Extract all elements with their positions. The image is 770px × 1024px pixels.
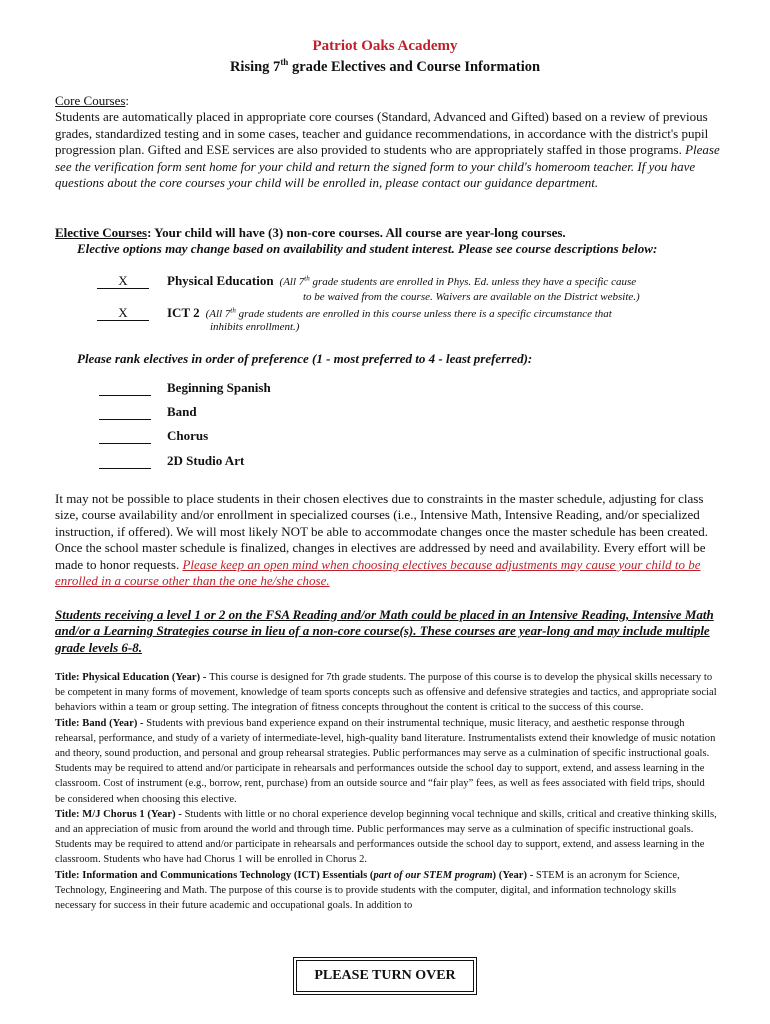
ict-course: ICT 2 (All 7th grade students are enrolled in this course unless there is a specific circumstance that bbox=[167, 305, 612, 320]
option-band: Band bbox=[167, 404, 197, 419]
placement-paragraph: It may not be possible to place students in their chosen electives due to constraints in the master schedule, adjusting for class size, course availability and/or enrollment in specialized courses (i.e., Intensive Math, Intensive Reading, and/or specialized instruction, if offered). We will most likely NOT be able to accommodate changes once the master schedule has been created. Once the school master schedule is finalized, changes in electives are addressed by need and availability. Every effort will be made to honor requests. Please keep an open mind when choosing electives because adjustments may cause your child to be enrolled in a course other than the one he/she chose. bbox=[55, 491, 709, 589]
description-physical-education: Title: Physical Education (Year) - This course is designed for 7th grade students. The purpose of this course is to develop the physical skills necessary to be competent in many forms of movement, knowledge of team sports concepts such as offensive and defensive strategies and tactics, and appropriate social behaviors within a team or group setting. The integration of fitness concepts throughout the content is critical to the success of this course. bbox=[55, 672, 717, 714]
core-courses-body: Students are automatically placed in appropriate core courses (Standard, Advanced and Gifted) based on a review of previous grades, standardized testing and in some cases, teacher and guidance recommendations, in accordance with the district's pupil progression plan. Gifted and ESE services are also provided to students who are appropriately staffed in those programs. bbox=[55, 109, 709, 158]
description-ict: Title: Information and Communications Technology (ICT) Essentials (part of our STEM program) (Year) - STEM is an acronym for Science, Technology, Engineering and Math. The purpose of this course is to provide students with the computer, digital, and information technology skills necessary for success in their future academic and occupational goals. In addition to bbox=[55, 869, 680, 912]
description-band: Title: Band (Year) - Students with previous band experience expand on their instrumental technique, music literacy, and aesthetic response through rehearsal, performance, and study of a variety of intermediate-level, high-quality band literature. Instrumentalists extend their knowledge of music notation and theory, sound production, and personal and group rehearsal strategies. Public performances may serve as a culmination of specific instructional goals. Students may be required to attend and/or participate in rehearsals and performances outside the school day to support, extend, and assess learning in the classroom. Cost of instrument (e.g., borrow, rent, purchase) from an outside source and “fair play” fees, as well as fees associated with field trips, should be considered when choosing this elective. bbox=[55, 717, 716, 805]
ict-note-line2: inhibits enrollment.) bbox=[210, 321, 300, 333]
core-courses-heading: Core Courses bbox=[55, 93, 126, 108]
pe-course: Physical Education (All 7th grade students are enrolled in Phys. Ed. unless they have a specific cause bbox=[167, 273, 637, 288]
rank-blank-band[interactable] bbox=[99, 404, 151, 424]
elective-courses-heading: Elective Courses: Your child will have (3) non-core courses. All course are year-long courses. bbox=[55, 225, 566, 240]
page-title: Rising 7th grade Electives and Course Information bbox=[229, 57, 541, 75]
ict-mark[interactable]: X bbox=[97, 305, 149, 321]
rank-blank-spanish[interactable] bbox=[99, 380, 151, 400]
option-2d-studio-art: 2D Studio Art bbox=[167, 453, 245, 468]
option-beginning-spanish: Beginning Spanish bbox=[167, 380, 271, 395]
core-courses-note: Please see the verification form sent home for your child and return the signed form to your child's homeroom teacher. If you have questions about the core courses your child will be enrolled in, please contact our guidance department. bbox=[55, 142, 720, 191]
school-name: Patriot Oaks Academy bbox=[312, 38, 458, 54]
pe-mark[interactable]: X bbox=[97, 273, 149, 289]
option-chorus: Chorus bbox=[167, 428, 209, 443]
please-turn-over-box: PLEASE TURN OVER bbox=[296, 960, 474, 992]
rank-instruction: Please rank electives in order of preference (1 - most preferred to 4 - least preferred): bbox=[77, 351, 533, 366]
placement-red-note: Please keep an open mind when choosing electives because adjustments may cause your child to be enrolled in a course other than the one he/she chose. bbox=[55, 556, 701, 589]
course-descriptions bbox=[55, 670, 717, 913]
pe-note-line2: to be waived from the course. Waivers are available on the District website.) bbox=[303, 291, 640, 303]
rank-blank-chorus[interactable] bbox=[99, 428, 151, 448]
rank-blank-studio-art[interactable] bbox=[99, 453, 151, 473]
core-courses-section: Core Courses: Students are automatically placed in appropriate core courses (Standard, Advanced and Gifted) based on a review of previous grades, standardized testing and in some cases, teacher and guidance recommendations, in accordance with the district's pupil progression plan. Gifted and ESE services are also provided to students who are appropriately staffed in those programs. Please see the verification form sent home for your child and return the signed form to your child's homeroom teacher. If you have questions about the core courses your child will be enrolled in, please contact our guidance department. bbox=[55, 93, 720, 191]
fsa-notice: Students receiving a level 1 or 2 on the FSA Reading and/or Math could be placed in an Intensive Reading, Intensive Math and/or a Learning Strategies course in lieu of a non-core course(s). These courses are year-long and may include multiple grade levels 6-8. bbox=[55, 607, 714, 655]
description-chorus: Title: M/J Chorus 1 (Year) - Students with little or no choral experience develop beginning vocal technique and skills, critical and creative thinking skills, and an appreciation of music from around the world and through time. Public performances may serve as a culmination of specific instructional goals. Students may be required to attend and/or participate in rehearsals and performances outside the school day to support, extend, and assess learning in the classroom. Students who have had Chorus 1 will be enrolled in Chorus 2. bbox=[55, 808, 717, 866]
elective-subline: Elective options may change based on availability and student interest. Please see course descriptions below: bbox=[77, 241, 658, 256]
